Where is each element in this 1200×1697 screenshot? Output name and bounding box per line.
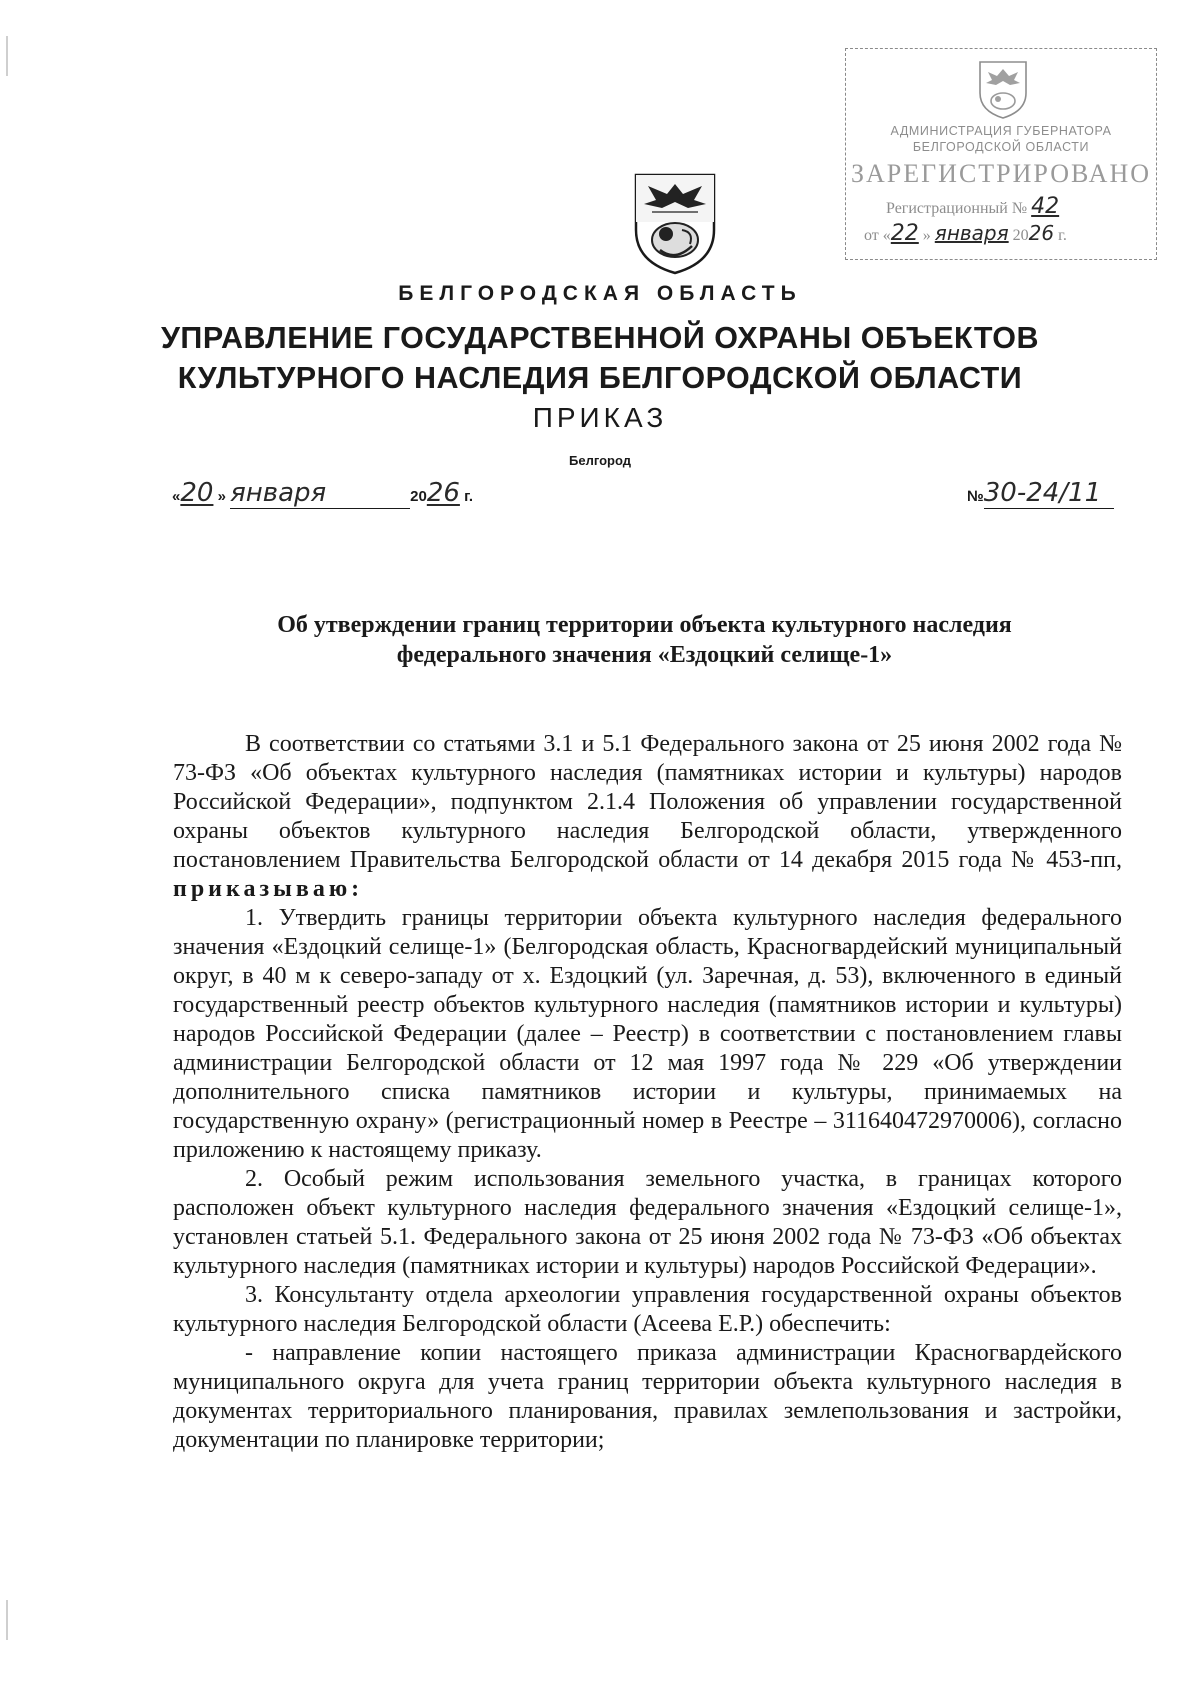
stamp-reg-number: 42	[1031, 194, 1060, 219]
document-type: ПРИКАЗ	[532, 402, 668, 433]
agency-line1: УПРАВЛЕНИЕ ГОСУДАРСТВЕННОЙ ОХРАНЫ ОБЪЕКТОВ	[160, 321, 1040, 355]
stamp-reg-line	[886, 194, 1059, 219]
date-month: января	[230, 478, 410, 509]
stamp-org-line2: БЕЛГОРОДСКОЙ ОБЛАСТИ	[912, 140, 1090, 154]
order-date	[172, 478, 473, 509]
item-1-paragraph: 1. Утвердить границы территории объекта культурного наследия федерального значения «Ездоцкий селище-1» (Белгородская область, Красногвардейский муниципальный округ, в 40 м к северо-западу от х. Ездоцкий (ул. Заречная, д. 53), включенного в единый государственный реестр объектов культурного наследия (памятников истории и культуры) народов Российской Федерации (далее – Реестр) в соответствии с постановлением главы администрации Белгородской области от 12 мая 1997 года № 229 «Об утверждении дополнительного списка памятников истории и культуры, принимаемых на государственную охрану» (регистрационный номер в Реестре – 311640472970006), согласно приложению к настоящему приказу.	[173, 905, 1122, 1163]
date-open-quote: «	[172, 488, 181, 505]
agency-name	[0, 318, 1200, 398]
agency-line2: КУЛЬТУРНОГО НАСЛЕДИЯ БЕЛГОРОДСКОЙ ОБЛАСТИ	[177, 361, 1023, 395]
item-2-paragraph: 2. Особый режим использования земельного участка, в границах которого расположен объект культурного наследия федерального значения «Ездоцкий селище-1», установлен статьей 5.1. Федерального закона от 25 июня 2002 года № 73-ФЗ «Об объектах культурного наследия (памятниках истории и культуры) народов Российской Федерации».	[173, 1166, 1122, 1279]
stamp-date-year-prefix: 20	[1012, 227, 1029, 244]
stamp-reg-label: Регистрационный №	[886, 200, 1028, 217]
stamp-date-prefix: от «	[864, 227, 891, 244]
stamp-date-year: 26	[1028, 221, 1055, 245]
date-year-prefix: 20	[410, 488, 427, 505]
date-year-suffix: г.	[464, 488, 473, 505]
stamp-date-mid: »	[922, 227, 931, 244]
scan-margin-mark	[6, 36, 8, 76]
order-number-value: 30-24/11	[984, 478, 1114, 509]
registration-stamp	[845, 48, 1157, 260]
order-number-label: №	[967, 488, 984, 505]
order-word: приказываю:	[173, 876, 364, 902]
coat-of-arms-icon	[632, 172, 718, 276]
item-3-subitem-1: - направление копии настоящего приказа администрации Красногвардейского муниципального округа для учета границ территории объекта культурного наследия в документах территориального планирования, правилах землепользования и застройки, документации по планировке территории;	[173, 1340, 1122, 1453]
item-3-paragraph: 3. Консультанту отдела археологии управления государственной охраны объектов культурного наследия Белгородской области (Асеева Е.Р.) обеспечить:	[173, 1282, 1122, 1337]
title-line2: федерального значения «Ездоцкий селище-1»	[396, 642, 893, 668]
stamp-org-line1: АДМИНИСТРАЦИЯ ГУБЕРНАТОРА	[890, 124, 1112, 138]
stamp-date-month: января	[934, 221, 1009, 245]
date-close-quote: »	[217, 488, 226, 505]
stamp-date-suffix: г.	[1058, 227, 1067, 244]
preamble-paragraph	[173, 730, 1122, 904]
order-number	[967, 478, 1114, 509]
preamble-text: В соответствии со статьями 3.1 и 5.1 Федерального закона от 25 июня 2002 года № 73-ФЗ «Об объектах культурного наследия (памятниках истории и культуры) народов Российской Федерации», подпунктом 2.1.4 Положения об управлении государственной охраны объектов культурного наследия Белгородской области, утвержденного постановлением Правительства Белгородской области от 14 декабря 2015 года № 453-пп,	[173, 731, 1122, 873]
stamp-date-line	[864, 221, 1067, 246]
date-year: 26	[426, 478, 460, 508]
coat-of-arms-icon	[976, 59, 1030, 121]
date-day: 20	[180, 478, 214, 508]
stamp-registered: ЗАРЕГИСТРИРОВАНО	[851, 159, 1151, 188]
title-line1: Об утверждении границ территории объекта культурного наследия	[277, 612, 1012, 638]
scan-margin-mark	[6, 1600, 8, 1640]
stamp-date-day: 22	[890, 221, 919, 246]
region-heading: БЕЛГОРОДСКАЯ ОБЛАСТЬ	[398, 282, 802, 305]
document-title	[172, 610, 1117, 670]
document-body	[173, 730, 1122, 1455]
city: Белгород	[569, 453, 631, 468]
